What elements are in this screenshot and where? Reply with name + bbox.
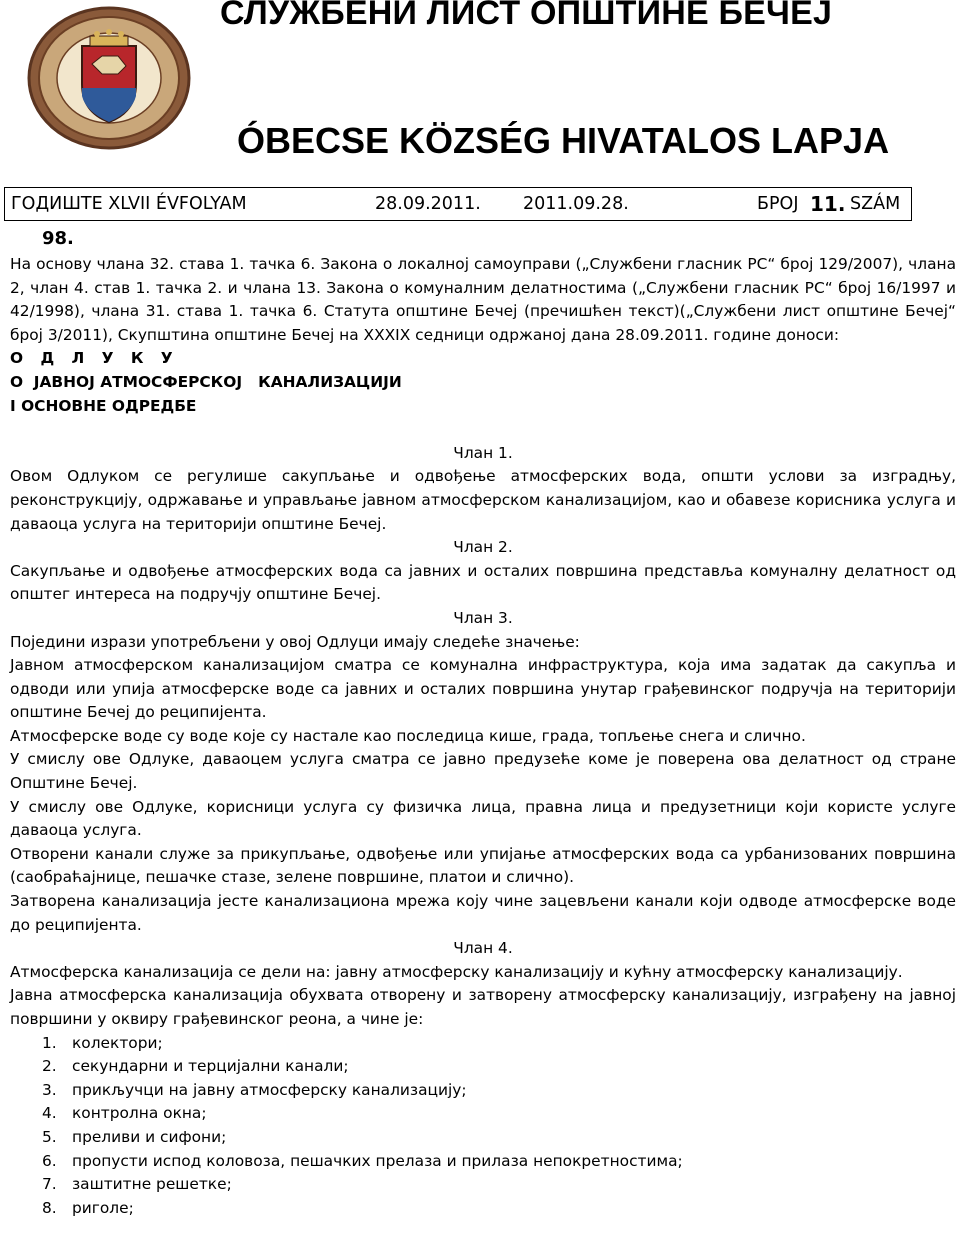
journal-title-hungarian: ÓBECSE KÖZSÉG HIVATALOS LAPJA xyxy=(237,120,890,161)
volume-label: ГОДИШТЕ XLVII ÉVFOLYAM xyxy=(11,194,247,214)
article-1-text: Овом Одлуком се регулише сакупљање и одвођење атмосферских вода, општи услови за изградњу, реконструкцију, одржавање и управљање јавном атмосферском канализацијом, као и обавезе корисника услуга и даваоца услуга на територији општине Бечеј. xyxy=(10,467,956,533)
components-list xyxy=(10,1032,956,1221)
article-3-definition-closed-sewer: Затворена канализација јесте канализациона мрежа коју чине зацевљени канали који одводе атмосферске воде до реципијента. xyxy=(10,892,956,934)
issue-number: 11. xyxy=(810,192,846,216)
issue-label-hungarian: SZÁM xyxy=(850,194,901,214)
list-item: 5. преливи и сифони; xyxy=(42,1127,227,1146)
list-item: 8. риголе; xyxy=(42,1198,134,1217)
list-item: 3. прикључци на јавну атмосферску канализацију; xyxy=(42,1080,467,1099)
article-3-definition-users: У смислу ове Одлуке, корисници услуга су физичка лица, правна лица и предузетници који користе услуге даваоца услуга. xyxy=(10,797,956,840)
document-number: 98. xyxy=(42,228,74,249)
article-3-definition-public-sewer: Јавном атмосферском канализацијом сматра се комунална инфраструктура, која има задатак да сакупља и одводи или упија атмосферске воде са јавних и осталих површина унутар грађевинског подручја на територији општине Бечеј до реципијента. xyxy=(10,656,956,722)
spacer xyxy=(10,418,956,442)
article-2-heading: Члан 2. xyxy=(453,538,513,557)
decision-heading: О Д Л У К У xyxy=(10,349,179,368)
list-item: 4. контролна окна; xyxy=(42,1104,207,1123)
preamble: На основу члана 32. става 1. тачка 6. Закона о локалној самоуправи („Службени гласник РС“ број 129/2007), члана 2, члан 4. став 1. тачка 2. и члана 13. Закона о комуналним делатностима („Службени гласник РС“ број 16/1997 и 42/1998), члана 31. става 1. тачка 6. Статута општине Бечеј (пречишћен текст)(„Службени лист општине Бечеј“ број 3/2011), Скупштина општине Бечеј на XXXIX седници одржаној дана 28.09.2011. године доноси: xyxy=(10,255,956,344)
municipality-seal-logo xyxy=(22,4,197,152)
issue-info-bar xyxy=(4,187,912,221)
article-3-definition-provider: У смислу ове Одлуке, даваоцем услуга сматра се јавно предузеће коме је поверена ова делатност од стране Општине Бечеј. xyxy=(10,750,956,793)
list-item: 1. колектори; xyxy=(42,1033,163,1052)
article-1-heading: Члан 1. xyxy=(453,443,513,462)
article-4-text-b: Јавна атмосферска канализација обухвата отворену и затворену атмосферску канализацију, изграђену на јавној површини у оквиру грађевинског реона, а чине је: xyxy=(10,986,956,1028)
section-heading: I ОСНОВНЕ ОДРЕДБЕ xyxy=(10,396,197,415)
decision-subject: О ЈАВНОЈ АТМОСФЕРСКОЈ КАНАЛИЗАЦИЈИ xyxy=(10,372,402,391)
article-4-heading: Члан 4. xyxy=(453,939,513,958)
list-item: 7. заштитне решетке; xyxy=(42,1175,232,1194)
issue-label-serbian: БРОЈ xyxy=(757,194,799,214)
article-3-intro: Поједини изрази употребљени у овој Одлуци имају следеће значење: xyxy=(10,632,580,651)
journal-title-serbian: СЛУЖБЕНИ ЛИСТ ОПШТИНЕ БЕЧЕЈ xyxy=(220,0,833,32)
article-3-heading: Члан 3. xyxy=(453,608,513,627)
document-body xyxy=(10,253,956,1220)
article-3-definition-open-channels: Отворени канали служе за прикупљање, одвођење или упијање атмосферских вода са урбанизованих површина (саобраћајнице, пешачке стазе, зелене површине, платои и слично). xyxy=(10,844,956,887)
list-item: 2. секундарни и терцијални канали; xyxy=(42,1057,349,1076)
list-item: 6. пропусти испод коловоза, пешачких прелаза и прилаза непокретностима; xyxy=(42,1151,683,1170)
article-2-text: Сакупљање и одвођење атмосферских вода са јавних и осталих површина представља комуналну делатност од општег интереса на подручју општине Бечеј. xyxy=(10,561,956,604)
issue-date-serbian: 28.09.2011. xyxy=(375,194,481,214)
article-4-text-a: Атмосферска канализација се дели на: јавну атмосферску канализацију и кућну атмосферску канализацију. xyxy=(10,962,903,981)
article-3-definition-waters: Атмосферске воде су воде које су настале као последица кише, града, топљење снега и слично. xyxy=(10,726,806,745)
issue-date-hungarian: 2011.09.28. xyxy=(523,194,629,214)
